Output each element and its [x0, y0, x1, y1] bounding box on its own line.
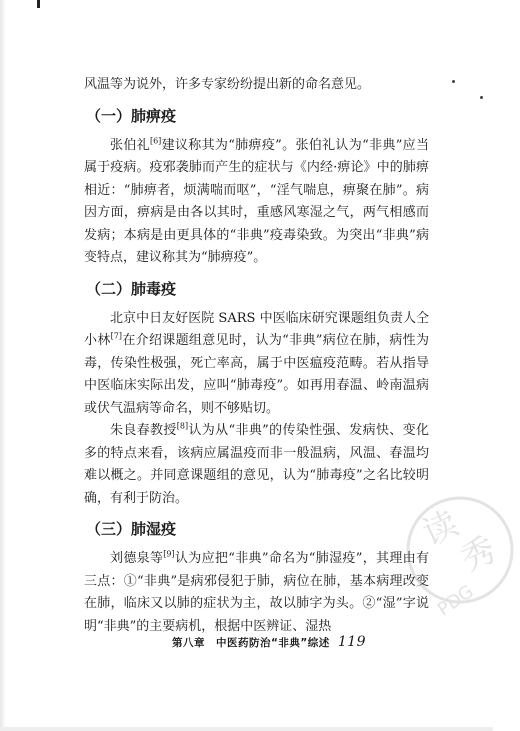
scan-edge-bottom	[0, 727, 493, 731]
section-2-paragraph-2: 朱良春教授[8]认为从“非典”的传染性强、发病快、变化多的特点来看，该病应属温疫而非一般温病，风温、春温均难以概之。并同意课题组的意见，认为“肺毒疫”之名比较明确，有利于防治。	[84, 421, 429, 506]
citation-ref: [8]	[176, 421, 189, 431]
citation-ref: [7]	[110, 331, 122, 341]
page-footer	[172, 634, 432, 650]
section-1-paragraph-1: 张伯礼[6]建议称其为“肺痹疫”。张伯礼认为“非典”应当属于疫病。疫邪袭肺而产生的症状与《内经·痹论》中的肺痹相近：“肺痹者，烦满喘而呕”，“淫气喘息，痹聚在肺”。病因方面，痹病是由各以其时，重感风寒湿之气，两气相感而发病；本病是由更具体的“非典”疫毒染致。为突出“非典”病变特点，建议称其为“肺痹疫”。	[84, 136, 429, 265]
footer-chapter-title: 第八章 中医药防治“非典”综述	[172, 637, 330, 649]
section-heading-2: （二）肺毒疫	[86, 279, 177, 298]
watermark-glyph: PDG	[433, 581, 478, 621]
watermark-glyph: 秀	[454, 529, 503, 580]
scan-edge	[0, 0, 6, 731]
section-heading-1: （一）肺痹疫	[86, 106, 177, 125]
section-2-paragraph-1: 北京中日友好医院 SARS 中医临床研究课题组负责人仝小林[7]在介绍课题组意见时，认为“非典”病位在肺，病性为毒，传染性极强，死亡率高，属于中医瘟疫范畴。若从指导中医临床实际出发，应叫“肺毒疫”。如再用春温、岭南温病或伏气温病等命名，则不够贴切。	[84, 310, 429, 416]
scan-speck	[452, 80, 455, 83]
scan-mark	[37, 0, 40, 8]
section-heading-3: （三）肺湿疫	[86, 520, 177, 538]
scan-speck	[480, 96, 483, 99]
section-3-paragraph-1: 刘德泉等[9]认为应把“非典”命名为“肺湿疫”，其理由有三点：①“非典”是病邪侵犯于肺，病位在肺，基本病理改变在肺，临床又以肺的症状为主，故以肺字为头。②“湿”字说明“非典”的主要病机，根据中医辨证、湿热	[84, 549, 429, 634]
citation-ref: [9]	[163, 549, 175, 559]
citation-ref: [6]	[149, 136, 162, 146]
watermark-glyph: 读	[416, 503, 465, 554]
page-number: 119	[337, 634, 367, 650]
page-body	[84, 74, 429, 638]
intro-line: 风温等为说外，许多专家纷纷提出新的命名意见。	[84, 77, 371, 92]
